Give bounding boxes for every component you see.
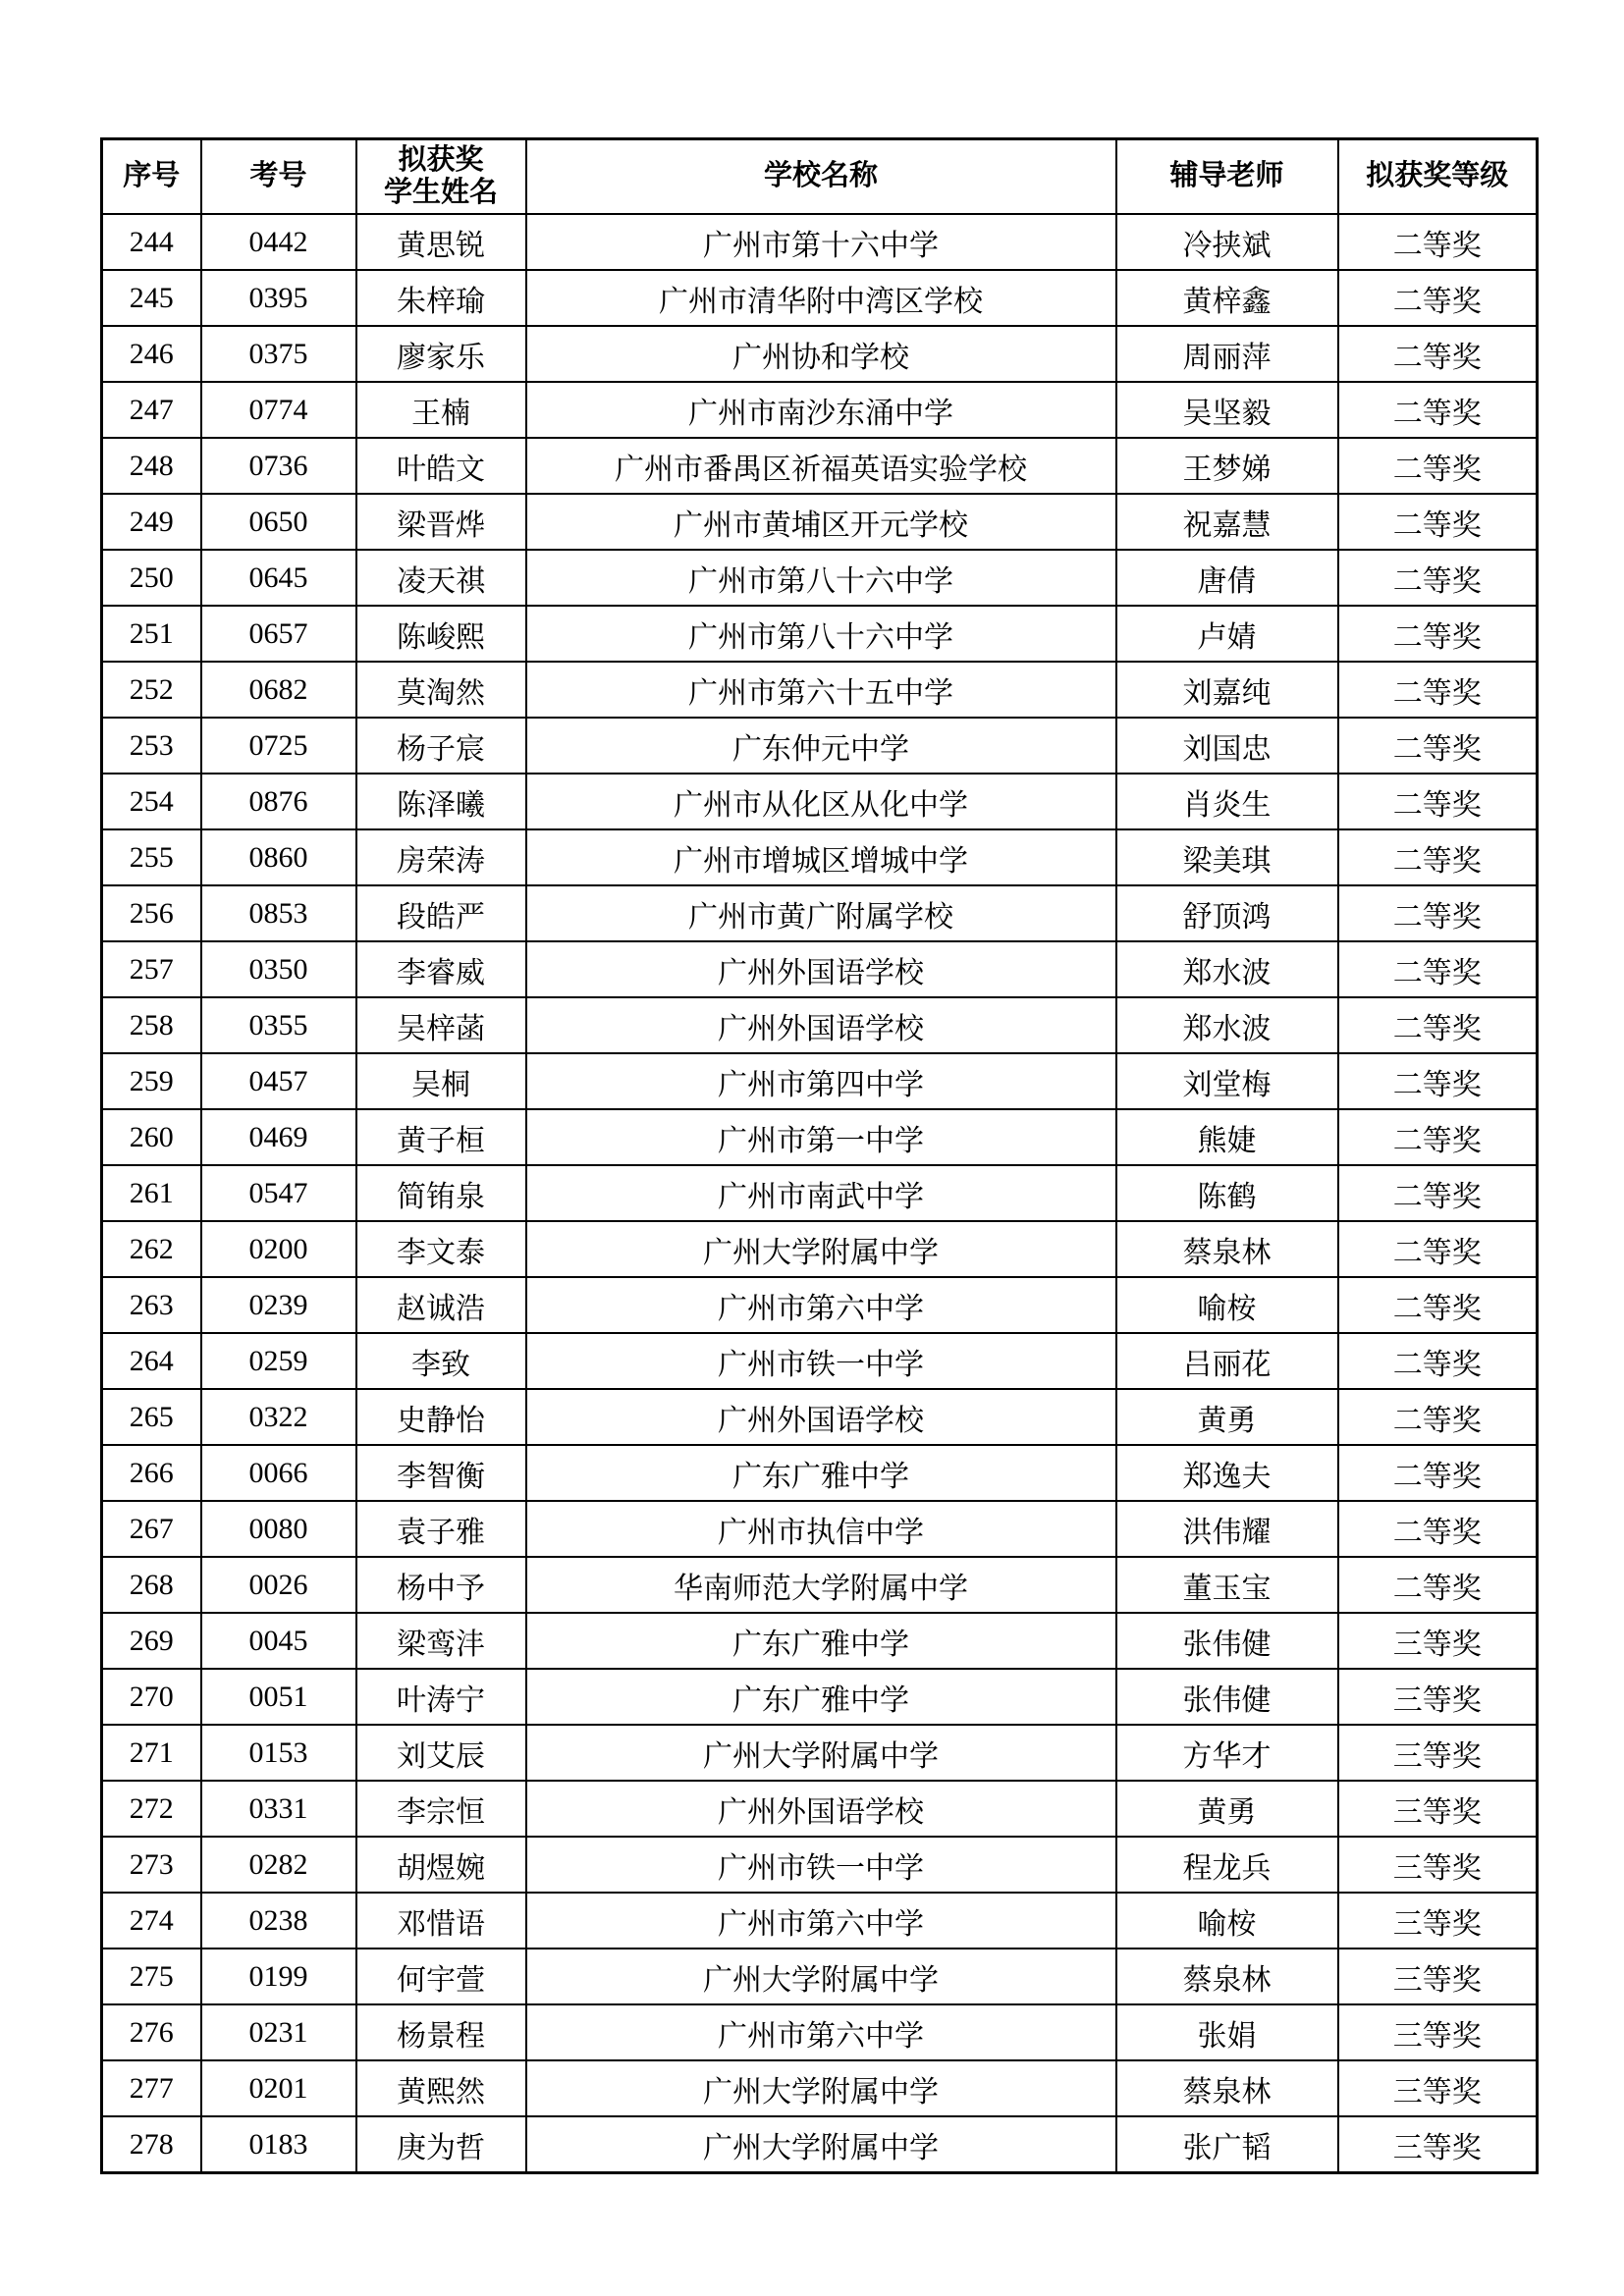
serial-cell: 250 <box>102 550 201 606</box>
award-grade-cell: 二等奖 <box>1338 1557 1538 1613</box>
teacher-name-cell: 蔡泉林 <box>1116 1221 1338 1277</box>
student-name-cell: 史静怡 <box>356 1389 526 1445</box>
school-name-cell: 广州市执信中学 <box>526 1501 1116 1557</box>
teacher-name-cell: 刘国忠 <box>1116 718 1338 774</box>
serial-cell: 277 <box>102 2060 201 2116</box>
serial-cell: 268 <box>102 1557 201 1613</box>
table-row <box>102 1669 1538 1725</box>
serial-cell: 264 <box>102 1333 201 1389</box>
teacher-name-cell: 周丽萍 <box>1116 326 1338 382</box>
award-grade-cell: 二等奖 <box>1338 829 1538 885</box>
teacher-name-cell: 卢婧 <box>1116 606 1338 662</box>
exam-no-cell: 0231 <box>201 2004 356 2060</box>
table-row <box>102 606 1538 662</box>
award-grade-cell: 二等奖 <box>1338 382 1538 438</box>
school-name-cell: 广东仲元中学 <box>526 718 1116 774</box>
award-grade-cell: 三等奖 <box>1338 2116 1538 2173</box>
exam-no-cell: 0853 <box>201 885 356 941</box>
table-row <box>102 662 1538 718</box>
table-row <box>102 1613 1538 1669</box>
serial-cell: 271 <box>102 1725 201 1781</box>
table-row <box>102 1277 1538 1333</box>
table-row <box>102 718 1538 774</box>
table-row <box>102 1949 1538 2004</box>
teacher-name-cell: 张伟健 <box>1116 1613 1338 1669</box>
exam-no-cell: 0547 <box>201 1165 356 1221</box>
teacher-name-cell: 黄梓鑫 <box>1116 270 1338 326</box>
serial-cell: 270 <box>102 1669 201 1725</box>
student-name-cell: 段皓严 <box>356 885 526 941</box>
exam-no-cell: 0080 <box>201 1501 356 1557</box>
award-grade-cell: 三等奖 <box>1338 1949 1538 2004</box>
teacher-name-cell: 吴坚毅 <box>1116 382 1338 438</box>
table-row <box>102 2060 1538 2116</box>
award-grade-cell: 二等奖 <box>1338 1109 1538 1165</box>
teacher-name-cell: 梁美琪 <box>1116 829 1338 885</box>
award-grade-cell: 三等奖 <box>1338 1613 1538 1669</box>
school-name-cell: 广州市南武中学 <box>526 1165 1116 1221</box>
award-grade-cell: 二等奖 <box>1338 718 1538 774</box>
exam-no-cell: 0045 <box>201 1613 356 1669</box>
school-name-cell: 广州外国语学校 <box>526 997 1116 1053</box>
school-name-cell: 广州市铁一中学 <box>526 1837 1116 1893</box>
serial-cell: 253 <box>102 718 201 774</box>
teacher-name-cell: 蔡泉林 <box>1116 1949 1338 2004</box>
student-name-cell: 王楠 <box>356 382 526 438</box>
table-row <box>102 2004 1538 2060</box>
serial-cell: 259 <box>102 1053 201 1109</box>
serial-cell: 255 <box>102 829 201 885</box>
exam-no-cell: 0238 <box>201 1893 356 1949</box>
student-name-cell: 房荣涛 <box>356 829 526 885</box>
teacher-name-cell: 程龙兵 <box>1116 1837 1338 1893</box>
school-name-cell: 广州市第十六中学 <box>526 214 1116 270</box>
exam-no-cell: 0331 <box>201 1781 356 1837</box>
table-row <box>102 1725 1538 1781</box>
student-name-cell: 吴梓菡 <box>356 997 526 1053</box>
school-name-cell: 广州外国语学校 <box>526 1781 1116 1837</box>
award-grade-cell: 二等奖 <box>1338 606 1538 662</box>
serial-cell: 254 <box>102 774 201 829</box>
teacher-name-cell: 蔡泉林 <box>1116 2060 1338 2116</box>
award-grade-cell: 三等奖 <box>1338 1893 1538 1949</box>
award-grade-cell: 二等奖 <box>1338 1389 1538 1445</box>
table-row <box>102 382 1538 438</box>
table-row <box>102 1837 1538 1893</box>
teacher-name-cell: 舒顶鸿 <box>1116 885 1338 941</box>
student-name-cell: 杨中予 <box>356 1557 526 1613</box>
header-school-name: 学校名称 <box>526 139 1116 215</box>
student-name-cell: 黄熙然 <box>356 2060 526 2116</box>
serial-cell: 269 <box>102 1613 201 1669</box>
student-name-cell: 袁子雅 <box>356 1501 526 1557</box>
student-name-cell: 简铕泉 <box>356 1165 526 1221</box>
exam-no-cell: 0860 <box>201 829 356 885</box>
student-name-cell: 赵诚浩 <box>356 1277 526 1333</box>
school-name-cell: 广州市第四中学 <box>526 1053 1116 1109</box>
school-name-cell: 广州市第六中学 <box>526 1893 1116 1949</box>
school-name-cell: 广州市第六中学 <box>526 2004 1116 2060</box>
serial-cell: 258 <box>102 997 201 1053</box>
school-name-cell: 广州市第六中学 <box>526 1277 1116 1333</box>
student-name-cell: 李睿威 <box>356 941 526 997</box>
serial-cell: 278 <box>102 2116 201 2173</box>
table-row <box>102 1333 1538 1389</box>
school-name-cell: 广东广雅中学 <box>526 1669 1116 1725</box>
header-award-grade: 拟获奖等级 <box>1338 139 1538 215</box>
teacher-name-cell: 郑水波 <box>1116 941 1338 997</box>
teacher-name-cell: 吕丽花 <box>1116 1333 1338 1389</box>
award-grade-cell: 二等奖 <box>1338 326 1538 382</box>
award-table <box>100 137 1539 2174</box>
teacher-name-cell: 张广韬 <box>1116 2116 1338 2173</box>
exam-no-cell: 0657 <box>201 606 356 662</box>
school-name-cell: 广州市第八十六中学 <box>526 550 1116 606</box>
exam-no-cell: 0259 <box>201 1333 356 1389</box>
student-name-cell: 杨子宸 <box>356 718 526 774</box>
student-name-cell: 吴桐 <box>356 1053 526 1109</box>
table-row <box>102 1557 1538 1613</box>
serial-cell: 276 <box>102 2004 201 2060</box>
serial-cell: 266 <box>102 1445 201 1501</box>
award-grade-cell: 三等奖 <box>1338 1837 1538 1893</box>
serial-cell: 256 <box>102 885 201 941</box>
table-row <box>102 1501 1538 1557</box>
school-name-cell: 广州市第一中学 <box>526 1109 1116 1165</box>
award-grade-cell: 二等奖 <box>1338 885 1538 941</box>
serial-cell: 249 <box>102 494 201 550</box>
student-name-cell: 刘艾辰 <box>356 1725 526 1781</box>
teacher-name-cell: 冷挟斌 <box>1116 214 1338 270</box>
school-name-cell: 广州市第八十六中学 <box>526 606 1116 662</box>
school-name-cell: 广州市第六十五中学 <box>526 662 1116 718</box>
exam-no-cell: 0469 <box>201 1109 356 1165</box>
award-grade-cell: 二等奖 <box>1338 997 1538 1053</box>
exam-no-cell: 0239 <box>201 1277 356 1333</box>
exam-no-cell: 0876 <box>201 774 356 829</box>
table-row <box>102 829 1538 885</box>
teacher-name-cell: 刘嘉纯 <box>1116 662 1338 718</box>
school-name-cell: 广州大学附属中学 <box>526 2060 1116 2116</box>
award-grade-cell: 二等奖 <box>1338 270 1538 326</box>
header-student-line1: 拟获奖 <box>398 143 484 176</box>
table-row <box>102 326 1538 382</box>
teacher-name-cell: 董玉宝 <box>1116 1557 1338 1613</box>
teacher-name-cell: 熊婕 <box>1116 1109 1338 1165</box>
serial-cell: 244 <box>102 214 201 270</box>
award-grade-cell: 二等奖 <box>1338 1333 1538 1389</box>
exam-no-cell: 0322 <box>201 1389 356 1445</box>
exam-no-cell: 0725 <box>201 718 356 774</box>
award-grade-cell: 二等奖 <box>1338 1221 1538 1277</box>
exam-no-cell: 0650 <box>201 494 356 550</box>
table-row <box>102 1893 1538 1949</box>
student-name-cell: 叶涛宁 <box>356 1669 526 1725</box>
teacher-name-cell: 王梦娣 <box>1116 438 1338 494</box>
serial-cell: 274 <box>102 1893 201 1949</box>
award-grade-cell: 三等奖 <box>1338 2060 1538 2116</box>
award-grade-cell: 三等奖 <box>1338 1669 1538 1725</box>
school-name-cell: 广州市南沙东涌中学 <box>526 382 1116 438</box>
school-name-cell: 广州大学附属中学 <box>526 1725 1116 1781</box>
award-grade-cell: 二等奖 <box>1338 494 1538 550</box>
school-name-cell: 广州市黄埔区开元学校 <box>526 494 1116 550</box>
header-serial: 序号 <box>102 139 201 215</box>
student-name-cell: 凌天祺 <box>356 550 526 606</box>
teacher-name-cell: 张伟健 <box>1116 1669 1338 1725</box>
teacher-name-cell: 刘堂梅 <box>1116 1053 1338 1109</box>
student-name-cell: 李文泰 <box>356 1221 526 1277</box>
award-grade-cell: 三等奖 <box>1338 1781 1538 1837</box>
teacher-name-cell: 唐倩 <box>1116 550 1338 606</box>
table-row <box>102 1389 1538 1445</box>
serial-cell: 252 <box>102 662 201 718</box>
exam-no-cell: 0183 <box>201 2116 356 2173</box>
school-name-cell: 广州协和学校 <box>526 326 1116 382</box>
table-row <box>102 1165 1538 1221</box>
award-grade-cell: 二等奖 <box>1338 774 1538 829</box>
serial-cell: 248 <box>102 438 201 494</box>
header-teacher: 辅导老师 <box>1116 139 1338 215</box>
student-name-cell: 陈峻熙 <box>356 606 526 662</box>
student-name-cell: 庚为哲 <box>356 2116 526 2173</box>
student-name-cell: 陈泽曦 <box>356 774 526 829</box>
award-grade-cell: 二等奖 <box>1338 1445 1538 1501</box>
exam-no-cell: 0201 <box>201 2060 356 2116</box>
table-row <box>102 997 1538 1053</box>
serial-cell: 251 <box>102 606 201 662</box>
award-grade-cell: 二等奖 <box>1338 1053 1538 1109</box>
student-name-cell: 叶皓文 <box>356 438 526 494</box>
student-name-cell: 梁晋烨 <box>356 494 526 550</box>
student-name-cell: 李宗恒 <box>356 1781 526 1837</box>
school-name-cell: 广州外国语学校 <box>526 1389 1116 1445</box>
award-grade-cell: 二等奖 <box>1338 438 1538 494</box>
school-name-cell: 广州市从化区从化中学 <box>526 774 1116 829</box>
header-exam-no: 考号 <box>201 139 356 215</box>
header-row <box>102 139 1538 215</box>
exam-no-cell: 0026 <box>201 1557 356 1613</box>
serial-cell: 273 <box>102 1837 201 1893</box>
serial-cell: 272 <box>102 1781 201 1837</box>
teacher-name-cell: 黄勇 <box>1116 1389 1338 1445</box>
school-name-cell: 广州市番禺区祈福英语实验学校 <box>526 438 1116 494</box>
teacher-name-cell: 肖炎生 <box>1116 774 1338 829</box>
teacher-name-cell: 陈鹤 <box>1116 1165 1338 1221</box>
exam-no-cell: 0355 <box>201 997 356 1053</box>
award-grade-cell: 二等奖 <box>1338 214 1538 270</box>
student-name-cell: 杨景程 <box>356 2004 526 2060</box>
table-row <box>102 1053 1538 1109</box>
teacher-name-cell: 方华才 <box>1116 1725 1338 1781</box>
serial-cell: 275 <box>102 1949 201 2004</box>
school-name-cell: 广州市铁一中学 <box>526 1333 1116 1389</box>
serial-cell: 261 <box>102 1165 201 1221</box>
student-name-cell: 梁鸾沣 <box>356 1613 526 1669</box>
school-name-cell: 广州市清华附中湾区学校 <box>526 270 1116 326</box>
table-row <box>102 1221 1538 1277</box>
header-student-name <box>356 139 526 215</box>
school-name-cell: 广州大学附属中学 <box>526 2116 1116 2173</box>
school-name-cell: 广州市增城区增城中学 <box>526 829 1116 885</box>
student-name-cell: 黄思锐 <box>356 214 526 270</box>
school-name-cell: 广东广雅中学 <box>526 1613 1116 1669</box>
table-row <box>102 494 1538 550</box>
exam-no-cell: 0282 <box>201 1837 356 1893</box>
serial-cell: 257 <box>102 941 201 997</box>
table-row <box>102 550 1538 606</box>
school-name-cell: 广州大学附属中学 <box>526 1221 1116 1277</box>
student-name-cell: 邓惜语 <box>356 1893 526 1949</box>
award-grade-cell: 二等奖 <box>1338 1277 1538 1333</box>
table-row <box>102 885 1538 941</box>
header-student-line2: 学生姓名 <box>383 177 498 208</box>
teacher-name-cell: 喻桉 <box>1116 1277 1338 1333</box>
exam-no-cell: 0153 <box>201 1725 356 1781</box>
table-row <box>102 1781 1538 1837</box>
teacher-name-cell: 郑逸夫 <box>1116 1445 1338 1501</box>
teacher-name-cell: 洪伟耀 <box>1116 1501 1338 1557</box>
table-row <box>102 214 1538 270</box>
award-grade-cell: 二等奖 <box>1338 662 1538 718</box>
award-grade-cell: 二等奖 <box>1338 941 1538 997</box>
school-name-cell: 广东广雅中学 <box>526 1445 1116 1501</box>
exam-no-cell: 0457 <box>201 1053 356 1109</box>
school-name-cell: 广州大学附属中学 <box>526 1949 1116 2004</box>
serial-cell: 246 <box>102 326 201 382</box>
serial-cell: 262 <box>102 1221 201 1277</box>
exam-no-cell: 0682 <box>201 662 356 718</box>
table-row <box>102 941 1538 997</box>
student-name-cell: 李智衡 <box>356 1445 526 1501</box>
teacher-name-cell: 张娟 <box>1116 2004 1338 2060</box>
school-name-cell: 华南师范大学附属中学 <box>526 1557 1116 1613</box>
exam-no-cell: 0066 <box>201 1445 356 1501</box>
table-row <box>102 1445 1538 1501</box>
table-row <box>102 1109 1538 1165</box>
serial-cell: 263 <box>102 1277 201 1333</box>
award-grade-cell: 三等奖 <box>1338 1725 1538 1781</box>
serial-cell: 265 <box>102 1389 201 1445</box>
serial-cell: 247 <box>102 382 201 438</box>
exam-no-cell: 0442 <box>201 214 356 270</box>
student-name-cell: 廖家乐 <box>356 326 526 382</box>
student-name-cell: 胡煜婉 <box>356 1837 526 1893</box>
serial-cell: 245 <box>102 270 201 326</box>
student-name-cell: 何宇萱 <box>356 1949 526 2004</box>
student-name-cell: 黄子桓 <box>356 1109 526 1165</box>
exam-no-cell: 0645 <box>201 550 356 606</box>
teacher-name-cell: 喻桉 <box>1116 1893 1338 1949</box>
award-grade-cell: 三等奖 <box>1338 2004 1538 2060</box>
exam-no-cell: 0375 <box>201 326 356 382</box>
table-row <box>102 438 1538 494</box>
exam-no-cell: 0395 <box>201 270 356 326</box>
exam-no-cell: 0051 <box>201 1669 356 1725</box>
school-name-cell: 广州市黄广附属学校 <box>526 885 1116 941</box>
award-grade-cell: 二等奖 <box>1338 1165 1538 1221</box>
table-row <box>102 2116 1538 2173</box>
student-name-cell: 李致 <box>356 1333 526 1389</box>
teacher-name-cell: 郑水波 <box>1116 997 1338 1053</box>
teacher-name-cell: 黄勇 <box>1116 1781 1338 1837</box>
school-name-cell: 广州外国语学校 <box>526 941 1116 997</box>
exam-no-cell: 0350 <box>201 941 356 997</box>
award-grade-cell: 二等奖 <box>1338 1501 1538 1557</box>
serial-cell: 260 <box>102 1109 201 1165</box>
table-row <box>102 774 1538 829</box>
award-grade-cell: 二等奖 <box>1338 550 1538 606</box>
serial-cell: 267 <box>102 1501 201 1557</box>
exam-no-cell: 0200 <box>201 1221 356 1277</box>
table-row <box>102 270 1538 326</box>
exam-no-cell: 0199 <box>201 1949 356 2004</box>
exam-no-cell: 0774 <box>201 382 356 438</box>
teacher-name-cell: 祝嘉慧 <box>1116 494 1338 550</box>
student-name-cell: 朱梓瑜 <box>356 270 526 326</box>
exam-no-cell: 0736 <box>201 438 356 494</box>
student-name-cell: 莫淘然 <box>356 662 526 718</box>
